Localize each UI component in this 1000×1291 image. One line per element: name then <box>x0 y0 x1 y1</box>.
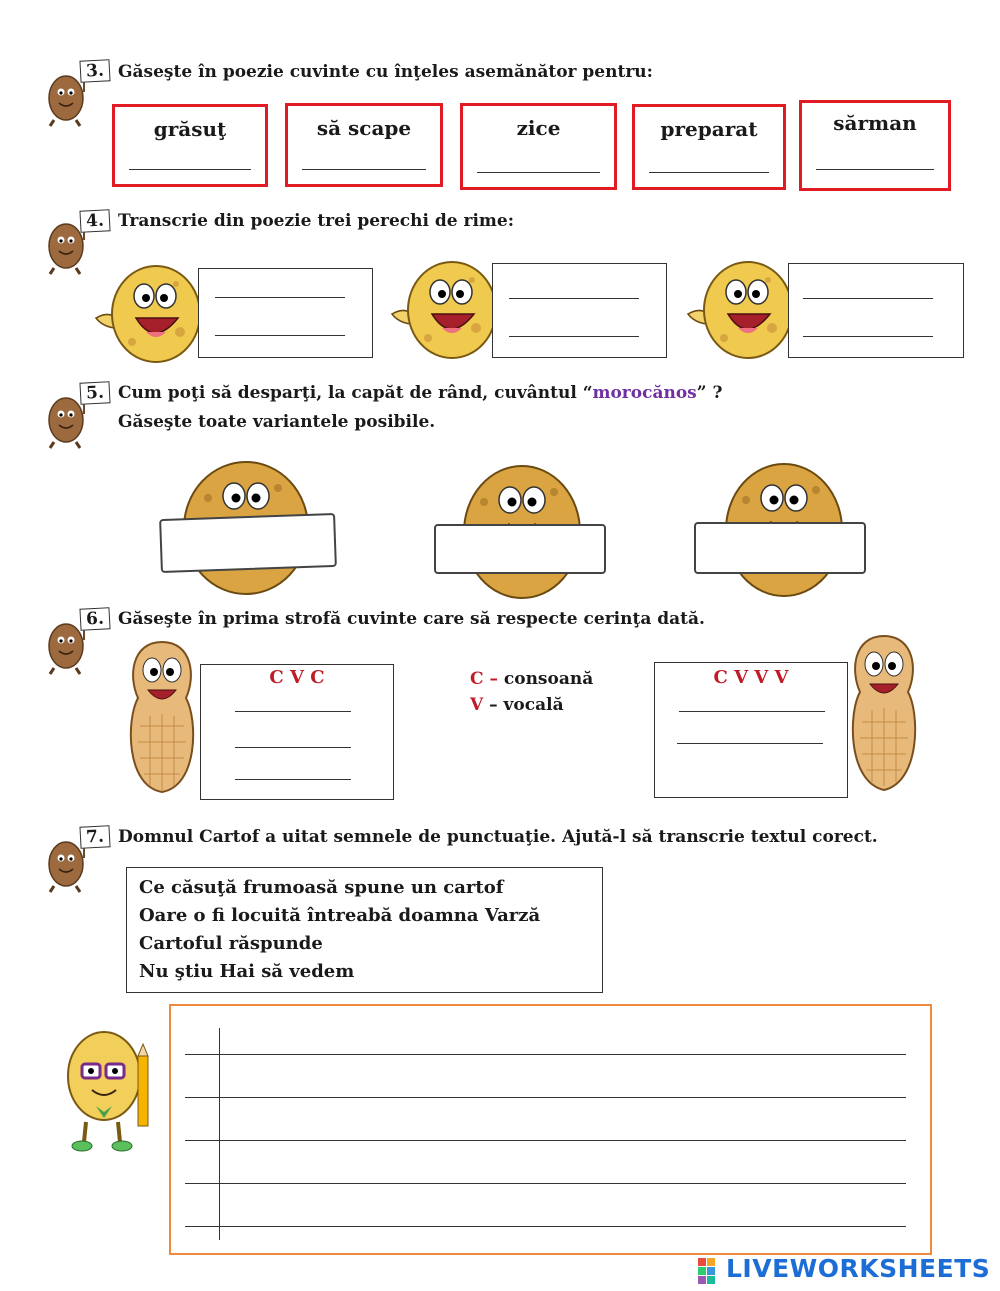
legend-desc: vocală <box>503 695 564 715</box>
question-5-text-end: ” ? <box>696 383 723 403</box>
question-number: 7. <box>79 825 110 849</box>
writing-line[interactable] <box>185 1097 906 1098</box>
question-number: 4. <box>79 209 110 233</box>
text-line: Oare o fi locuită întreabă doamna Varză <box>139 905 541 926</box>
answer-field[interactable] <box>677 743 823 744</box>
peanut-mascot-icon <box>112 636 212 800</box>
unpunctuated-text-box <box>126 867 603 993</box>
answer-field[interactable] <box>649 172 769 173</box>
writing-line[interactable] <box>185 1054 906 1055</box>
legend <box>470 666 593 718</box>
highlighted-word: morocănos <box>592 383 697 403</box>
question-number: 5. <box>79 381 110 405</box>
cvc-box <box>200 664 394 800</box>
answer-field[interactable] <box>477 172 600 173</box>
question-7-text: Domnul Cartof a uitat semnele de punctuaţie. Ajută-l să transcrie textul corect. <box>118 827 878 847</box>
text-line: Ce căsuţă frumoasă spune un cartof <box>139 877 504 898</box>
answer-field[interactable] <box>235 747 351 748</box>
cvc-title: C V C <box>269 667 325 688</box>
answer-field[interactable] <box>215 297 345 298</box>
answer-field[interactable] <box>816 169 934 170</box>
happy-potato-icon <box>388 258 500 362</box>
syllable-sign-1[interactable] <box>159 513 337 573</box>
answer-field[interactable] <box>215 335 345 336</box>
writing-area <box>169 1004 932 1255</box>
question-number: 6. <box>79 607 110 631</box>
legend-key: V <box>470 695 484 715</box>
legend-desc: consoană <box>503 669 594 689</box>
word-label: sărman <box>833 111 917 135</box>
legend-separator: – <box>483 695 504 715</box>
legend-separator: – <box>483 669 504 689</box>
peanut-mascot-icon <box>834 630 934 798</box>
word-label: zice <box>516 116 561 140</box>
potato-with-pencil-icon <box>56 1026 166 1156</box>
happy-potato-icon <box>92 262 204 366</box>
liveworksheets-logo-icon <box>698 1258 724 1284</box>
legend-key: C <box>470 669 484 689</box>
word-label: preparat <box>660 117 758 141</box>
text-line: Nu ştiu Hai să vedem <box>139 961 355 982</box>
brand-name[interactable]: LIVEWORKSHEETS <box>726 1254 991 1283</box>
word-box-2 <box>285 103 443 187</box>
legend-vowel <box>470 692 593 718</box>
question-number: 3. <box>79 59 110 83</box>
answer-field[interactable] <box>129 169 251 170</box>
answer-field[interactable] <box>679 711 825 712</box>
answer-field[interactable] <box>803 298 933 299</box>
question-3-text: Găseşte în poezie cuvinte cu înţeles asemănător pentru: <box>118 62 653 82</box>
text-line: Cartoful răspunde <box>139 933 323 954</box>
word-box-3 <box>460 103 617 190</box>
writing-line[interactable] <box>185 1140 906 1141</box>
writing-line[interactable] <box>185 1226 906 1227</box>
word-label: să scape <box>316 116 412 140</box>
rhyme-box-2 <box>492 263 667 358</box>
legend-consonant <box>470 666 593 692</box>
writing-line[interactable] <box>185 1183 906 1184</box>
answer-field[interactable] <box>235 711 351 712</box>
question-5-text <box>118 383 722 403</box>
syllable-sign-3[interactable] <box>694 522 866 574</box>
word-box-4 <box>632 104 786 190</box>
answer-field[interactable] <box>509 298 639 299</box>
word-box-1 <box>112 104 268 187</box>
answer-field[interactable] <box>235 779 351 780</box>
word-label: grăsuţ <box>153 117 227 141</box>
answer-field[interactable] <box>302 169 426 170</box>
answer-field[interactable] <box>509 336 639 337</box>
cvvv-box <box>654 662 848 798</box>
syllable-sign-2[interactable] <box>434 524 606 574</box>
happy-potato-icon <box>684 258 796 362</box>
word-box-5 <box>799 100 951 191</box>
question-5-text-start: Cum poţi să desparţi, la capăt de rând, cuvântul “ <box>118 383 593 403</box>
rhyme-box-1 <box>198 268 373 358</box>
margin-line <box>219 1028 220 1240</box>
cvvv-title: C V V V <box>713 667 789 688</box>
question-5-subtext: Găseşte toate variantele posibile. <box>118 412 436 432</box>
rhyme-box-3 <box>788 263 964 358</box>
answer-field[interactable] <box>803 336 933 337</box>
question-6-text: Găseşte în prima strofă cuvinte care să respecte cerinţa dată. <box>118 609 705 629</box>
question-4-text: Transcrie din poezie trei perechi de rime: <box>118 211 515 231</box>
